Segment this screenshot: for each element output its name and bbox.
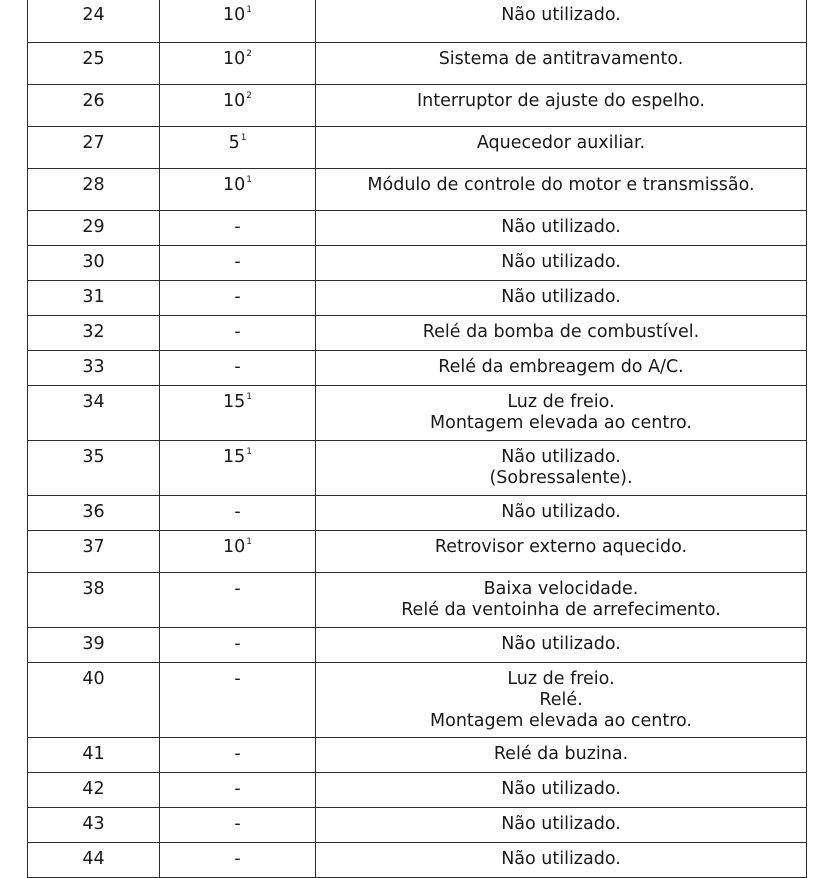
table-row	[28, 843, 807, 878]
circuit-description-cell	[316, 0, 807, 43]
table-row	[28, 0, 807, 43]
fuse-number-cell	[28, 628, 160, 663]
fuse-number-cell	[28, 441, 160, 496]
fuse-number-cell	[28, 663, 160, 738]
circuit-description-cell	[316, 573, 807, 628]
circuit-description-cell	[316, 386, 807, 441]
table-row	[28, 628, 807, 663]
fuse-amperage-cell	[160, 246, 316, 281]
fuse-number: 34	[82, 392, 105, 412]
fuse-table-body	[28, 0, 807, 878]
circuit-description-line: Módulo de controle do motor e transmissão.	[367, 175, 755, 195]
circuit-description-line: Não utilizado.	[501, 849, 621, 869]
fuse-number: 35	[82, 447, 105, 467]
footnote-marker: 1	[246, 5, 252, 15]
fuse-number-cell	[28, 281, 160, 316]
table-row	[28, 663, 807, 738]
circuit-description-line: Montagem elevada ao centro.	[430, 711, 692, 731]
fuse-amperage-cell	[160, 808, 316, 843]
circuit-description-cell	[316, 127, 807, 169]
fuse-table	[27, 0, 807, 878]
table-row	[28, 351, 807, 386]
circuit-description-cell	[316, 281, 807, 316]
fuse-amperage: 10	[222, 91, 246, 111]
fuse-amperage-cell	[160, 169, 316, 211]
fuse-amperage-cell	[160, 738, 316, 773]
fuse-amperage: -	[234, 744, 241, 764]
circuit-description-cell	[316, 843, 807, 878]
circuit-description-cell	[316, 663, 807, 738]
circuit-description-line: Não utilizado.	[501, 779, 621, 799]
fuse-number-cell	[28, 496, 160, 531]
circuit-description-line: Não utilizado.	[501, 447, 621, 467]
table-row	[28, 85, 807, 127]
circuit-description-line: Montagem elevada ao centro.	[430, 413, 692, 433]
fuse-amperage: 15	[222, 447, 246, 467]
circuit-description-cell	[316, 351, 807, 386]
fuse-number: 26	[82, 91, 105, 111]
table-row	[28, 316, 807, 351]
fuse-number-cell	[28, 738, 160, 773]
circuit-description-line: Interruptor de ajuste do espelho.	[417, 91, 705, 111]
fuse-number: 39	[82, 634, 105, 654]
fuse-number-cell	[28, 211, 160, 246]
fuse-number: 25	[82, 49, 105, 69]
circuit-description-cell	[316, 211, 807, 246]
fuse-number: 44	[82, 849, 105, 869]
fuse-amperage: 10	[222, 49, 246, 69]
fuse-amperage-cell	[160, 351, 316, 386]
circuit-description-line: Não utilizado.	[501, 634, 621, 654]
circuit-description-line: Relé da buzina.	[493, 744, 629, 764]
fuse-number: 33	[82, 357, 105, 377]
fuse-amperage: -	[234, 634, 241, 654]
footnote-marker: 1	[246, 175, 252, 185]
fuse-amperage-cell	[160, 386, 316, 441]
circuit-description-cell	[316, 531, 807, 573]
fuse-amperage-cell	[160, 531, 316, 573]
circuit-description-cell	[316, 316, 807, 351]
fuse-amperage-cell	[160, 773, 316, 808]
circuit-description-line: Luz de freio.	[507, 392, 615, 412]
fuse-amperage-cell	[160, 316, 316, 351]
fuse-number: 40	[82, 669, 105, 689]
fuse-number: 32	[82, 322, 105, 342]
circuit-description-line: Relé da bomba de combustível.	[422, 322, 700, 342]
circuit-description-line: Aquecedor auxiliar.	[476, 133, 646, 153]
circuit-description-line: Não utilizado.	[501, 252, 621, 272]
fuse-amperage-cell	[160, 211, 316, 246]
fuse-amperage: -	[234, 357, 241, 377]
fuse-amperage-cell	[160, 43, 316, 85]
circuit-description-line: Não utilizado.	[501, 502, 621, 522]
fuse-number-cell	[28, 531, 160, 573]
footnote-marker: 1	[246, 537, 252, 547]
fuse-number: 42	[82, 779, 105, 799]
fuse-number: 38	[82, 579, 105, 599]
fuse-number: 29	[82, 217, 105, 237]
table-row	[28, 211, 807, 246]
circuit-description-line: Não utilizado.	[501, 217, 621, 237]
fuse-amperage: 10	[222, 175, 246, 195]
fuse-amperage: -	[234, 669, 241, 689]
fuse-amperage: -	[234, 322, 241, 342]
fuse-amperage-cell	[160, 573, 316, 628]
circuit-description-line: (Sobressalente).	[489, 468, 633, 488]
fuse-number-cell	[28, 43, 160, 85]
fuse-number-cell	[28, 246, 160, 281]
fuse-number: 24	[82, 5, 105, 25]
fuse-amperage: -	[234, 779, 241, 799]
circuit-description-cell	[316, 808, 807, 843]
circuit-description-line: Não utilizado.	[501, 5, 621, 25]
footnote-marker: 2	[246, 91, 252, 101]
circuit-description-line: Não utilizado.	[501, 814, 621, 834]
circuit-description-cell	[316, 169, 807, 211]
table-row	[28, 127, 807, 169]
circuit-description-cell	[316, 773, 807, 808]
fuse-amperage-cell	[160, 441, 316, 496]
fuse-amperage: 10	[222, 537, 246, 557]
circuit-description-cell	[316, 85, 807, 127]
fuse-number-cell	[28, 85, 160, 127]
fuse-number-cell	[28, 127, 160, 169]
circuit-description-cell	[316, 246, 807, 281]
footnote-marker: 2	[246, 49, 252, 59]
fuse-number-cell	[28, 773, 160, 808]
fuse-number: 27	[82, 133, 105, 153]
circuit-description-cell	[316, 738, 807, 773]
table-row	[28, 281, 807, 316]
fuse-amperage: -	[234, 217, 241, 237]
table-row	[28, 531, 807, 573]
circuit-description-line: Relé.	[539, 690, 583, 710]
table-row	[28, 808, 807, 843]
fuse-amperage-cell	[160, 843, 316, 878]
fuse-amperage: 10	[222, 5, 246, 25]
circuit-description-line: Sistema de antitravamento.	[438, 49, 684, 69]
fuse-amperage-cell	[160, 281, 316, 316]
fuse-amperage-cell	[160, 496, 316, 531]
table-row	[28, 573, 807, 628]
fuse-amperage: 5	[228, 133, 240, 153]
fuse-amperage-cell	[160, 0, 316, 43]
footnote-marker: 1	[240, 133, 247, 143]
fuse-amperage: -	[234, 252, 241, 272]
fuse-number: 36	[82, 502, 105, 522]
fuse-amperage: -	[234, 849, 241, 869]
fuse-number-cell	[28, 0, 160, 43]
fuse-number-cell	[28, 351, 160, 386]
circuit-description-line: Relé da embreagem do A/C.	[438, 357, 684, 377]
circuit-description-cell	[316, 628, 807, 663]
fuse-number-cell	[28, 386, 160, 441]
fuse-amperage-cell	[160, 663, 316, 738]
table-row	[28, 738, 807, 773]
circuit-description-cell	[316, 496, 807, 531]
fuse-amperage-cell	[160, 628, 316, 663]
fuse-number: 43	[82, 814, 105, 834]
table-row	[28, 43, 807, 85]
fuse-amperage: 15	[222, 392, 246, 412]
fuse-number: 31	[82, 287, 105, 307]
fuse-amperage-cell	[160, 127, 316, 169]
table-row	[28, 246, 807, 281]
table-row	[28, 441, 807, 496]
fuse-amperage: -	[234, 814, 241, 834]
fuse-amperage: -	[234, 502, 241, 522]
fuse-number-cell	[28, 316, 160, 351]
circuit-description-line: Luz de freio.	[507, 669, 615, 689]
fuse-number: 41	[82, 744, 105, 764]
fuse-amperage-cell	[160, 85, 316, 127]
table-row	[28, 496, 807, 531]
circuit-description-line: Baixa velocidade.	[483, 579, 639, 599]
fuse-number-cell	[28, 843, 160, 878]
fuse-amperage: -	[234, 579, 241, 599]
table-row	[28, 773, 807, 808]
fuse-number: 37	[82, 537, 105, 557]
footnote-marker: 1	[246, 447, 252, 457]
fuse-amperage: -	[234, 287, 241, 307]
table-row	[28, 169, 807, 211]
circuit-description-cell	[316, 441, 807, 496]
table-row	[28, 386, 807, 441]
circuit-description-line: Retrovisor externo aquecido.	[434, 537, 688, 557]
fuse-number-cell	[28, 808, 160, 843]
circuit-description-line: Relé da ventoinha de arrefecimento.	[401, 600, 721, 620]
fuse-number-cell	[28, 573, 160, 628]
footnote-marker: 1	[246, 392, 252, 402]
circuit-description-line: Não utilizado.	[501, 287, 621, 307]
fuse-number: 28	[82, 175, 105, 195]
fuse-number: 30	[82, 252, 105, 272]
circuit-description-cell	[316, 43, 807, 85]
fuse-number-cell	[28, 169, 160, 211]
